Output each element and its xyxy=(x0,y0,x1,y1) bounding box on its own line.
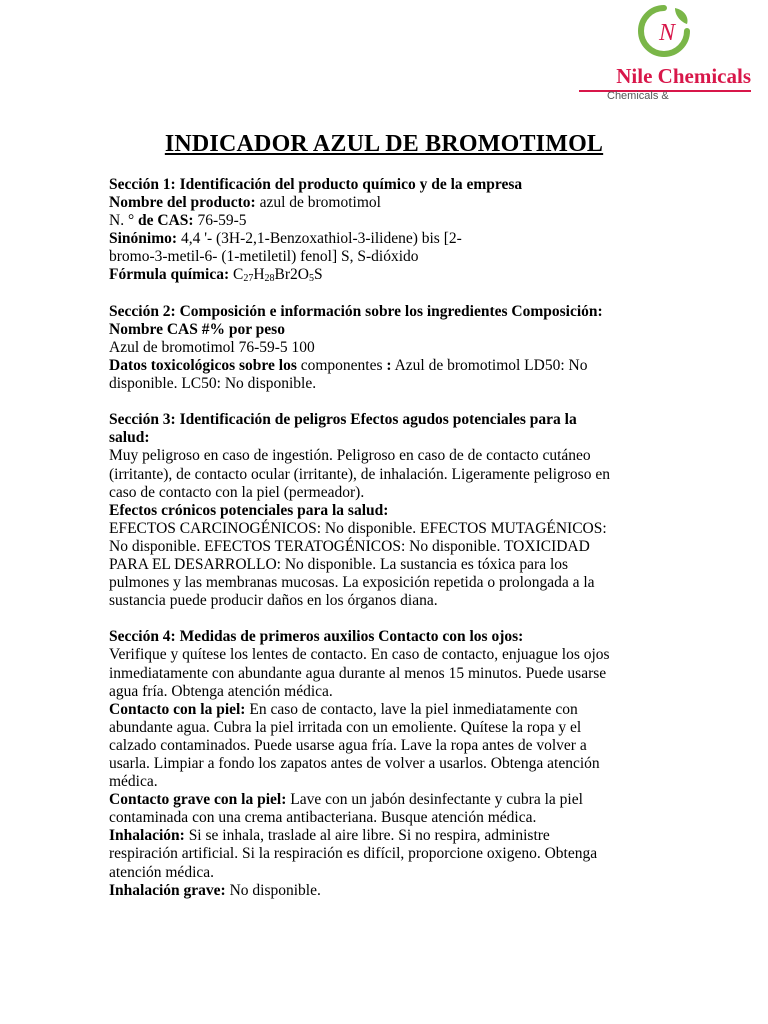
product-name-line xyxy=(109,194,669,212)
chronic-effects-text-4: pulmones y las membranas mucosas. La exposición repetida o prolongada a la xyxy=(109,574,595,592)
brand-tagline: Chemicals & xyxy=(607,90,669,102)
severe-skin-contact-text-2: contaminada con una crema antibacteriana. Busque atención médica. xyxy=(109,809,537,827)
formula-label: Fórmula química: xyxy=(109,266,230,284)
inhalation-label: Inhalación: xyxy=(109,827,185,845)
company-logo xyxy=(575,4,755,104)
formula-line xyxy=(109,266,669,284)
skin-contact-label: Contacto con la piel: xyxy=(109,700,246,718)
synonym-label: Sinónimo: xyxy=(109,230,178,248)
brand-name: Nile Chemicals xyxy=(616,64,751,88)
synonym-line-2: bromo-3-metil-6- (1-metiletil) fenol] S, S-dióxido xyxy=(109,248,419,266)
document-title: INDICADOR AZUL DE BROMOTIMOL xyxy=(164,131,604,157)
eye-contact-text: Verifique y quítese los lentes de contacto. En caso de contacto, enjuague los ojos xyxy=(109,646,610,664)
eye-contact-text-2: inmediatamente con abundante agua durante al menos 15 minutos. Puede usarse xyxy=(109,664,607,682)
cas-label: de CAS: xyxy=(138,212,194,230)
skin-contact-line: Contacto con la piel: En caso de contacto, lave la piel inmediatamente con xyxy=(109,700,578,718)
acute-effects-text-2: (irritante), de contacto ocular (irritante), de inhalación. Ligeramente peligroso en xyxy=(109,465,610,483)
chronic-effects-text-5: sustancia puede producir daños en los órganos diana. xyxy=(109,592,438,610)
skin-contact-text-4: usarla. Limpiar a fondo los zapatos antes de volver a usarlos. Obtenga atención xyxy=(109,755,600,772)
section-3-heading-cont: salud: xyxy=(109,429,150,447)
chronic-effects-text: EFECTOS CARCINOGÉNICOS: No disponible. EFECTOS MUTAGÉNICOS: xyxy=(109,519,607,537)
composition-row: Azul de bromotimol 76-59-5 100 xyxy=(109,338,315,356)
section-4-heading: Sección 4: Medidas de primeros auxilios Contacto con los ojos: xyxy=(109,628,524,646)
cas-line: N. ° de CAS: 76-59-5 xyxy=(109,212,247,230)
acute-effects-text: Muy peligroso en caso de ingestión. Peligroso en caso de de contacto cutáneo xyxy=(109,447,591,465)
inhalation-text-3: atención médica. xyxy=(109,863,215,881)
product-name-label: Nombre del producto: xyxy=(109,194,256,212)
inhalation-text-2: respiración artificial. Si la respiración es difícil, proporcione oxigeno. Obtenga xyxy=(109,845,598,863)
section-1-heading: Sección 1: Identificación del producto químico y de la empresa xyxy=(109,176,523,193)
section-3-heading: Sección 3: Identificación de peligros Efectos agudos potenciales para la xyxy=(109,411,577,429)
inhalation-line: Inhalación: Si se inhala, traslade al aire libre. Si no respira, administre xyxy=(109,827,550,845)
synonym-line: Sinónimo: 4,4 '- (3H-2,1-Benzoxathiol-3-ilidene) bis [2- xyxy=(109,230,462,248)
severe-inhalation-label: Inhalación grave: xyxy=(109,881,226,899)
skin-contact-text-3: calzado contaminados. Puede usarse agua fría. Lave la ropa antes de volver a xyxy=(109,736,587,754)
toxicology-line: Datos toxicológicos sobre los componentes : Azul de bromotimol LD50: No xyxy=(109,356,588,374)
severe-inhalation-line: Inhalación grave: No disponible. xyxy=(109,881,321,899)
product-name-value: azul de bromotimol xyxy=(255,194,381,212)
composition-header: Nombre CAS #% por peso xyxy=(109,320,285,338)
toxicology-label: Datos toxicológicos sobre los xyxy=(109,356,297,374)
chronic-effects-text-2: No disponible. EFECTOS TERATOGÉNICOS: No disponible. TOXICIDAD xyxy=(109,537,590,555)
severe-skin-contact-line: Contacto grave con la piel: Lave con un jabón desinfectante y cubra la piel xyxy=(109,791,583,809)
chronic-effects-heading: Efectos crónicos potenciales para la salud: xyxy=(109,501,389,519)
chemical-formula: $C_{27}H_{28}Br2O_5S$ xyxy=(229,266,323,285)
eye-contact-text-3: agua fría. Obtenga atención médica. xyxy=(109,682,333,700)
document-body xyxy=(109,176,669,900)
severe-skin-contact-label: Contacto grave con la piel: xyxy=(109,791,287,809)
toxicology-line-2: disponible. LC50: No disponible. xyxy=(109,375,317,393)
acute-effects-text-3: caso de contacto con la piel (permeador). xyxy=(109,483,365,501)
leaf-swirl-logo-icon xyxy=(637,4,691,58)
cas-value: 76-59-5 xyxy=(193,212,247,230)
skin-contact-text-5: médica. xyxy=(109,773,158,791)
skin-contact-text-2: abundante agua. Cubra la piel irritada con un emoliente. Quítese la ropa y el xyxy=(109,718,582,736)
logo-letter: N xyxy=(659,20,676,46)
chronic-effects-text-3: PARA EL DESARROLLO: No disponible. La sustancia es tóxica para los xyxy=(109,555,569,573)
section-2-heading: Sección 2: Composición e información sobre los ingredientes Composición: xyxy=(109,302,603,320)
